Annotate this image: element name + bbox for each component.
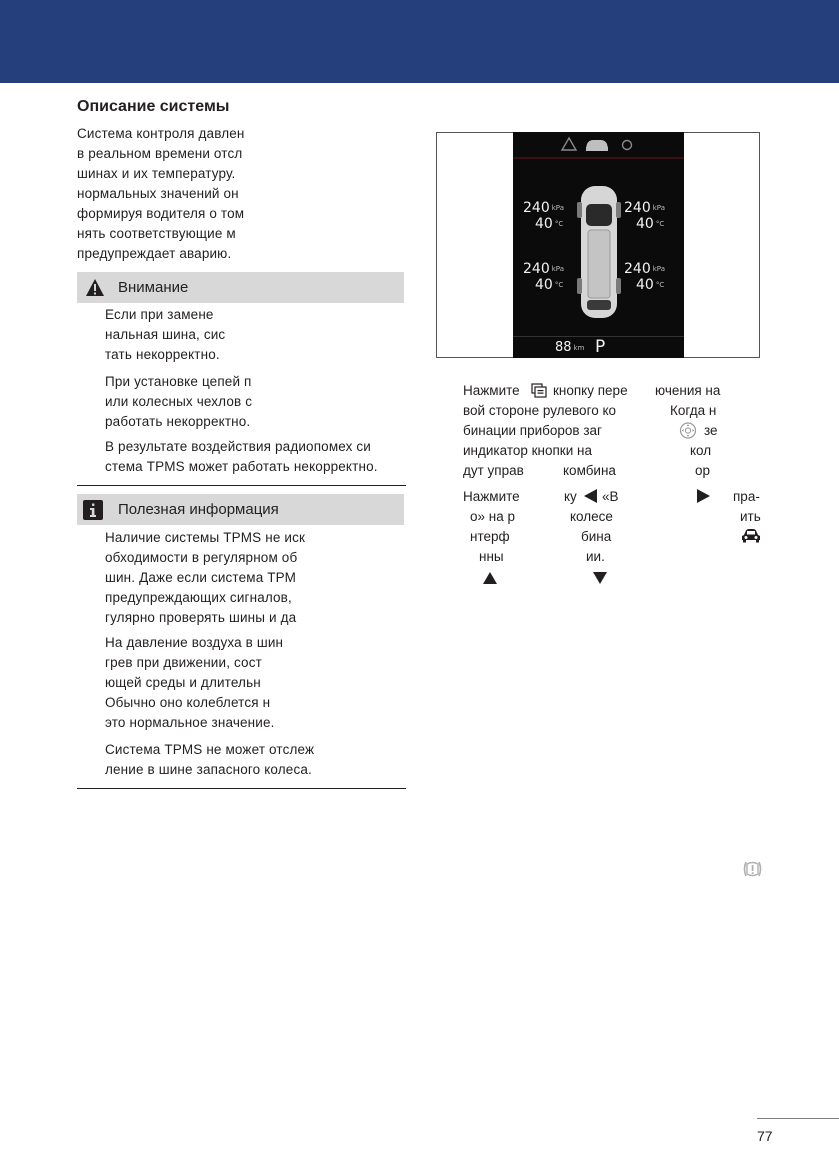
right-text-line: пра- — [733, 489, 760, 504]
text-line: работать некорректно. — [105, 414, 251, 429]
car-icon — [741, 528, 761, 543]
display-top-bar — [513, 132, 684, 162]
right-text-line: ии. — [586, 549, 605, 564]
gear-indicator: P — [595, 337, 606, 357]
tire-temp-value: 40 — [535, 277, 553, 293]
text-line: Наличие системы TPMS не иск — [105, 530, 306, 545]
right-text-line: «В — [602, 489, 619, 504]
intro-line: предупреждает аварию. — [77, 246, 232, 261]
right-text-line: зе — [704, 423, 718, 438]
tire-pressure-unit: kPa — [652, 265, 665, 273]
warning-para-3 — [105, 437, 378, 477]
right-text-line: комбина — [563, 463, 616, 478]
intro-line: нормальных значений он — [77, 186, 239, 201]
tire-temp-value: 40 — [535, 216, 553, 232]
tpms-warning-icon — [742, 860, 763, 878]
tire-pressure-value: 240 — [624, 261, 651, 277]
dpad-button-icon — [679, 422, 697, 439]
info-para-3 — [105, 740, 314, 780]
text-line: гулярно проверять шины и да — [105, 610, 297, 625]
text-line: нальная шина, сис — [105, 327, 226, 342]
tire-pressure-unit: kPa — [652, 204, 665, 212]
intro-line: нять соответствующие м — [77, 226, 236, 241]
text-line: ление в шине запасного колеса. — [105, 762, 312, 777]
tire-tile-rear-left — [523, 261, 564, 293]
text-line: ющей среды и длительн — [105, 675, 261, 690]
right-text-line: ючения на — [655, 383, 721, 398]
text-line: На давление воздуха в шин — [105, 635, 284, 650]
header-band — [0, 0, 839, 83]
warning-triangle-icon — [85, 278, 105, 297]
cluster-display — [513, 132, 684, 358]
tire-temp-value: 40 — [636, 216, 654, 232]
text-line: тать некорректно. — [105, 347, 220, 362]
right-text-line: кол — [690, 443, 712, 458]
info-bottom-rule — [77, 788, 406, 789]
right-text-line: колесе — [570, 509, 613, 524]
right-text-line: нны — [479, 549, 504, 564]
right-text-line: ку — [564, 489, 577, 504]
warning-para-1 — [105, 305, 225, 365]
text-line: В результате воздействия радиопомех си — [105, 439, 372, 454]
right-text-line: Нажмите — [463, 489, 520, 504]
right-text-line: бина — [581, 529, 612, 544]
tire-temp-unit: °C — [655, 220, 665, 228]
text-line: стема TPMS может работать некорректно. — [105, 459, 378, 474]
tire-pressure-value: 240 — [523, 261, 550, 277]
right-text-line: ор — [695, 463, 711, 478]
right-text-line: индикатор кнопки на — [463, 443, 592, 458]
info-icon — [83, 500, 103, 520]
tire-pressure-unit: kPa — [551, 265, 564, 273]
tire-pressure-value: 240 — [624, 200, 651, 216]
text-line: шин. Даже если система ТРМ — [105, 570, 297, 585]
right-text-line: дут управ — [463, 463, 524, 478]
text-line: При установке цепей п — [105, 374, 252, 389]
down-arrow-icon — [593, 572, 607, 584]
tire-tile-front-right — [624, 200, 665, 232]
text-line: обходимости в регулярном об — [105, 550, 298, 565]
warning-title: Внимание — [118, 279, 189, 296]
info-para-1 — [105, 528, 305, 628]
up-arrow-icon — [483, 572, 497, 584]
info-box-header — [77, 494, 404, 525]
warning-triangle-icon — [564, 144, 576, 152]
right-text-line: о» на р — [470, 509, 515, 524]
tire-pressure-unit: kPa — [551, 204, 564, 212]
right-text-line: Нажмите — [463, 383, 520, 398]
text-line: грев при движении, сост — [105, 655, 262, 670]
odometer-value: 88 — [555, 340, 572, 355]
intro-line: шинах и их температуру. — [77, 166, 236, 181]
right-arrow-icon — [697, 489, 710, 503]
info-title: Полезная информация — [118, 501, 279, 518]
right-text-line: нтерф — [470, 529, 510, 544]
warning-bottom-rule — [77, 485, 406, 486]
tire-temp-value: 40 — [636, 277, 654, 293]
odometer — [555, 340, 584, 356]
right-text-line: ить — [740, 509, 761, 524]
right-text-line: Когда н — [670, 403, 717, 418]
page-number-rule — [757, 1118, 839, 1119]
text-line: это нормальное значение. — [105, 715, 275, 730]
warning-para-2 — [105, 372, 252, 432]
odometer-unit: km — [573, 344, 585, 352]
section-title: Описание системы — [77, 98, 230, 115]
intro-line: в реальном времени отсл — [77, 146, 243, 161]
tire-tile-front-left — [523, 200, 564, 232]
left-arrow-icon — [584, 489, 597, 503]
tire-tile-rear-right — [624, 261, 665, 293]
car-top-view — [577, 182, 621, 322]
page-number: 77 — [757, 1128, 773, 1144]
intro-paragraph — [77, 124, 245, 264]
right-text-line: вой стороне рулевого ко — [463, 403, 617, 418]
text-line: или колесных чехлов с — [105, 394, 253, 409]
info-para-2 — [105, 633, 283, 733]
text-line: Система TPMS не может отслеж — [105, 742, 315, 757]
intro-line: формируя водителя о том — [77, 206, 245, 221]
tire-temp-unit: °C — [655, 281, 665, 289]
tire-temp-unit: °C — [554, 220, 564, 228]
text-line: Если при замене — [105, 307, 214, 322]
right-text-line: кнопку пере — [553, 383, 628, 398]
text-line: предупреждающих сигналов, — [105, 590, 292, 605]
menu-button-icon — [531, 383, 547, 398]
text-line: Обычно оно колеблется н — [105, 695, 271, 710]
intro-line: Система контроля давлен — [77, 126, 245, 141]
tire-pressure-value: 240 — [523, 200, 550, 216]
tire-temp-unit: °C — [554, 281, 564, 289]
right-text-line: бинации приборов заг — [463, 423, 602, 438]
warning-box-header — [77, 272, 404, 303]
